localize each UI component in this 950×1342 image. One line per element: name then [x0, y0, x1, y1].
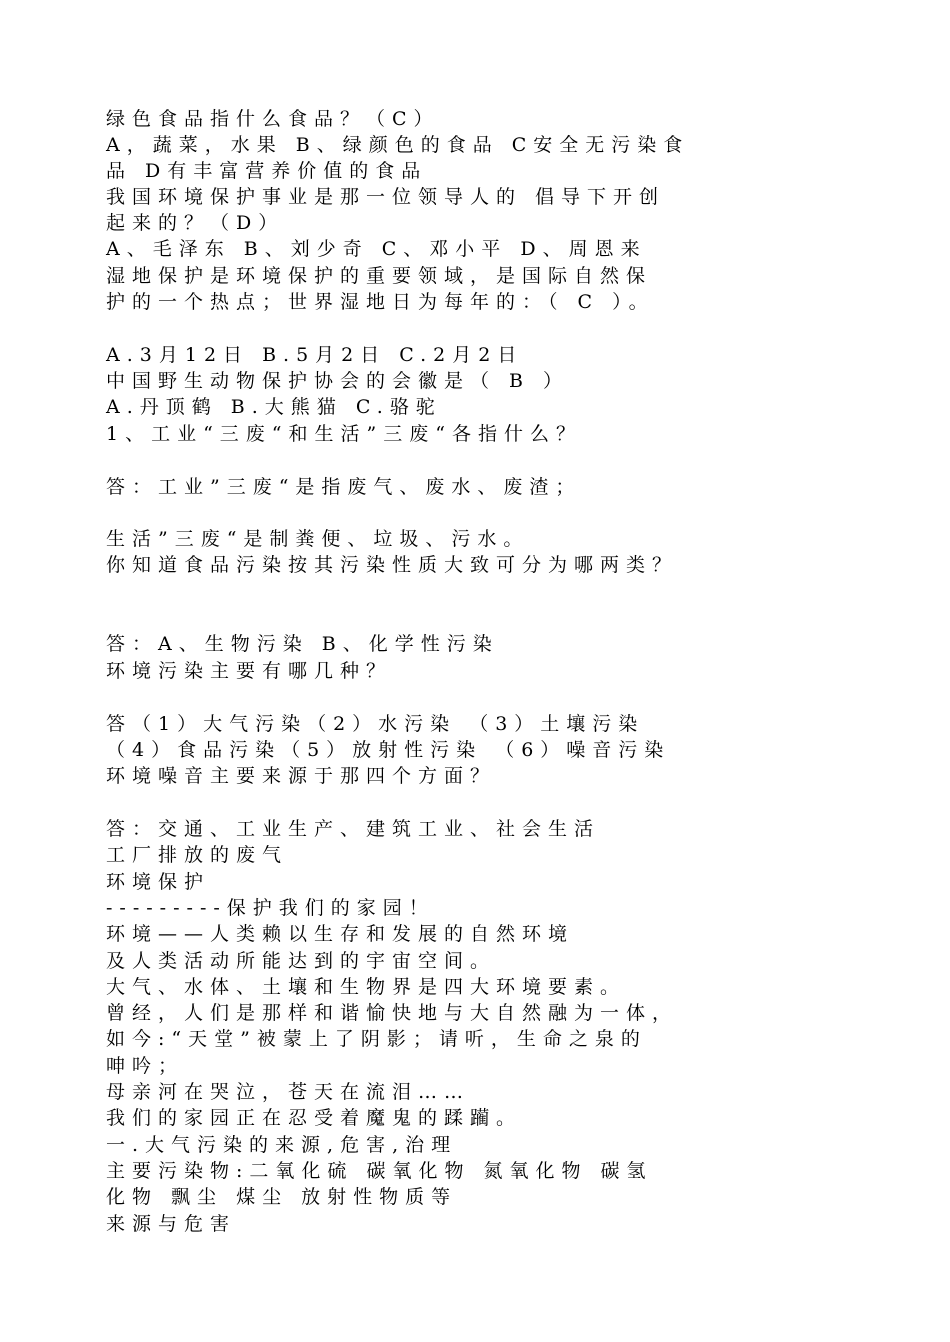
text-line: 来源与危害 — [106, 1213, 237, 1235]
text-line: 化物 飘尘 煤尘 放射性物质等 — [106, 1186, 458, 1208]
text-line: A、毛泽东 B、刘少奇 C、邓小平 D、周恩来 — [106, 238, 647, 260]
text-line: 绿色食品指什么食品？（C） — [106, 108, 440, 130]
text-line: 主要污染物:二氧化硫 碳氧化物 氮氧化物 碳氢 — [106, 1160, 653, 1182]
text-line: 环境——人类赖以生存和发展的自然环境 — [106, 923, 575, 945]
text-line: 环境保护 — [106, 871, 211, 893]
text-line: 湿地保护是环境保护的重要领域，是国际自然保 — [106, 265, 653, 287]
text-line: 我们的家园正在忍受着魔鬼的蹂躏。 — [106, 1107, 523, 1129]
text-line: 大气、水体、土壤和生物界是四大环境要素。 — [106, 976, 627, 998]
text-line: 中国野生动物保护协会的会徽是（ B ） — [106, 370, 570, 392]
text-line: 生活”三废“是制粪便、垃圾、污水。 — [106, 528, 530, 550]
text-line: ---------保护我们的家园！ — [106, 897, 435, 919]
text-line: 答（1）大气污染（2）水污染 （3）土壤污染 — [106, 713, 645, 735]
text-line: 环境污染主要有哪几种？ — [106, 660, 393, 682]
text-line: 一.大气污染的来源,危害,治理 — [106, 1134, 458, 1156]
text-line: （4）食品污染（5）放射性污染 （6）噪音污染 — [106, 739, 671, 761]
text-line: A.3月12日 B.5月2日 C.2月2日 — [106, 344, 524, 366]
text-line: 及人类活动所能达到的宇宙空间。 — [106, 950, 497, 972]
text-line: A，蔬菜，水果 B、绿颜色的食品 C安全无污染食 — [106, 134, 690, 156]
text-line: A.丹顶鹤 B.大熊猫 C.骆驼 — [106, 396, 442, 418]
text-line: 呻吟； — [106, 1055, 185, 1077]
text-line: 你知道食品污染按其污染性质大致可分为哪两类？ — [106, 554, 679, 576]
text-line: 护的一个热点；世界湿地日为每年的：（ C ）。 — [106, 291, 655, 313]
text-line: 起来的？（D） — [106, 212, 285, 234]
text-line: 答：交通、工业生产、建筑工业、社会生活 — [106, 818, 601, 840]
text-line: 母亲河在哭泣，苍天在流泪…… — [106, 1081, 471, 1103]
text-line: 如今:“天堂”被蒙上了阴影；请听，生命之泉的 — [106, 1028, 647, 1050]
text-line: 我国环境保护事业是那一位领导人的 倡导下开创 — [106, 186, 666, 208]
text-line: 工厂排放的废气 — [106, 844, 289, 866]
text-line: 答：A、生物污染 B、化学性污染 — [106, 633, 499, 655]
text-line: 品 D有丰富营养价值的食品 — [106, 160, 428, 182]
text-line: 环境噪音主要来源于那四个方面？ — [106, 765, 497, 787]
text-line: 答：工业”三废“是指废气、废水、废渣； — [106, 476, 582, 498]
text-line: 曾经，人们是那样和谐愉快地与大自然融为一体， — [106, 1002, 679, 1024]
text-line: 1、工业“三废“和生活”三废“各指什么？ — [106, 423, 582, 445]
